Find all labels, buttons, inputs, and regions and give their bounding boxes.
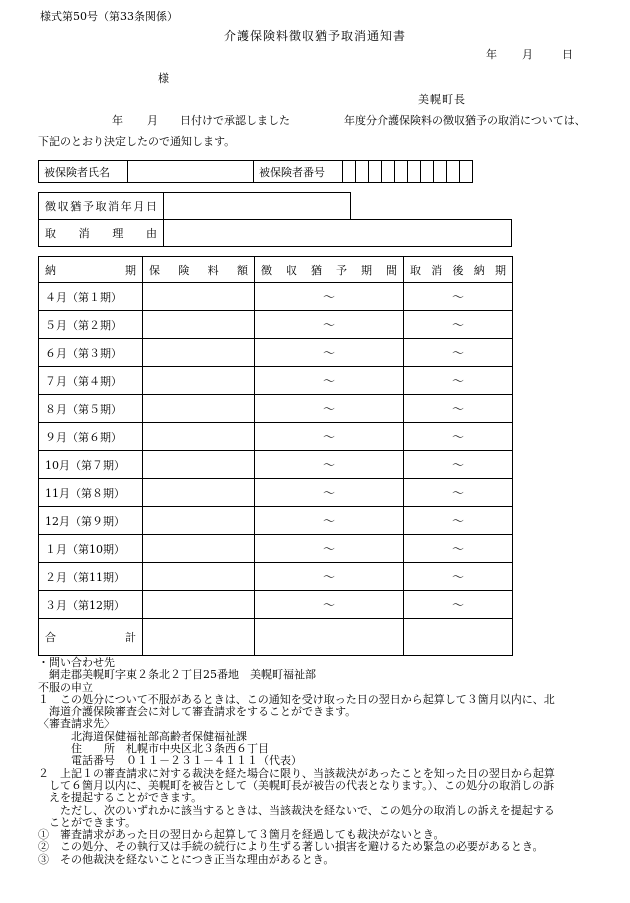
deferral-cell[interactable]: ～ [255, 283, 404, 311]
insured-number-digit[interactable] [460, 161, 473, 183]
period-cell: 10月（第７期） [39, 451, 143, 479]
table-row [39, 283, 513, 311]
notes-line: ２ 上記１の審査請求に対する裁決を経た場合に限り、当該裁決があったことを知った日の翌日から起算 [38, 766, 555, 780]
amount-cell[interactable] [143, 563, 255, 591]
total-after-due-cell [404, 619, 513, 656]
cancel-reason-label: 取 消 理 由 [39, 220, 164, 247]
notes-line: 不服の申立 [38, 680, 93, 694]
table-row [39, 311, 513, 339]
after-due-cell[interactable]: ～ [404, 367, 513, 395]
table-row [39, 591, 513, 619]
table-row [39, 339, 513, 367]
insured-number-digit[interactable] [408, 161, 421, 183]
period-cell: ６月（第３期） [39, 339, 143, 367]
table-row [39, 535, 513, 563]
table-row [39, 367, 513, 395]
header-after-cancel-due: 取 消 後 納 期 [404, 257, 513, 283]
notes-line: ② この処分、その執行又は手続の続行により生ずる著しい損害を避けるため緊急の必要があるとき。 [38, 840, 544, 854]
insured-number-digit[interactable] [447, 161, 460, 183]
deferral-cell[interactable]: ～ [255, 535, 404, 563]
header-deferral-period: 徴 収 猶 予 期 間 [255, 257, 404, 283]
deferral-cell[interactable]: ～ [255, 395, 404, 423]
notes-line: 網走郡美幌町字東２条北２丁目25番地 美幌町福祉部 [38, 668, 316, 682]
insured-number-label: 被保険者番号 [254, 161, 343, 183]
amount-cell[interactable] [143, 283, 255, 311]
amount-cell[interactable] [143, 535, 255, 563]
after-due-cell[interactable]: ～ [404, 451, 513, 479]
insured-name-field[interactable] [128, 161, 254, 183]
insured-number-digit[interactable] [356, 161, 369, 183]
after-due-cell[interactable]: ～ [404, 395, 513, 423]
table-row [39, 479, 513, 507]
payment-schedule-table [38, 256, 513, 656]
amount-cell[interactable] [143, 479, 255, 507]
notes-section [38, 657, 555, 866]
approval-text: 日付けで承認しました [180, 114, 290, 127]
period-cell: １月（第10期） [39, 535, 143, 563]
after-due-cell[interactable]: ～ [404, 423, 513, 451]
period-cell: ８月（第５期） [39, 395, 143, 423]
after-due-cell[interactable]: ～ [404, 507, 513, 535]
deferral-cell[interactable]: ～ [255, 311, 404, 339]
notes-line: して６箇月以内に、美幌町を被告として（美幌町長が被告の代表となります。）、この処分の取消しの訴 [38, 778, 555, 792]
amount-cell[interactable] [143, 339, 255, 367]
header-period: 納 期 [39, 257, 143, 283]
date-day-label: 日 [562, 48, 573, 61]
period-cell: ２月（第11期） [39, 563, 143, 591]
approval-month-label: 月 [147, 114, 158, 127]
deferral-cell[interactable]: ～ [255, 423, 404, 451]
insured-number-digit[interactable] [395, 161, 408, 183]
cancellation-table [38, 192, 512, 247]
amount-cell[interactable] [143, 395, 255, 423]
amount-cell[interactable] [143, 591, 255, 619]
table-row [39, 395, 513, 423]
after-due-cell[interactable]: ～ [404, 311, 513, 339]
table-row [39, 423, 513, 451]
table-row [39, 563, 513, 591]
notes-line: ことができます。 [38, 815, 137, 829]
insured-number-digit[interactable] [343, 161, 356, 183]
after-due-cell[interactable]: ～ [404, 591, 513, 619]
insured-info-table [38, 160, 473, 183]
notes-line: 〈審査請求先〉 [38, 717, 115, 731]
after-due-cell[interactable]: ～ [404, 479, 513, 507]
period-cell: 11月（第８期） [39, 479, 143, 507]
cancel-date-field[interactable] [164, 193, 351, 220]
notes-line: 住 所 札幌市中央区北３条西６丁目 [38, 742, 269, 756]
deferral-cell[interactable]: ～ [255, 479, 404, 507]
notes-line: 海道介護保険審査会に対して審査請求をすることができます。 [38, 705, 357, 719]
amount-cell[interactable] [143, 451, 255, 479]
amount-cell[interactable] [143, 367, 255, 395]
total-row [39, 619, 513, 656]
period-cell: ３月（第12期） [39, 591, 143, 619]
amount-cell[interactable] [143, 507, 255, 535]
table-row [39, 507, 513, 535]
notes-line: 電話番号 ０１１－２３１－４１１１（代表） [38, 754, 302, 768]
notes-line: ① 審査請求があった日の翌日から起算して３箇月を経過しても裁決がないとき。 [38, 828, 445, 842]
insured-number-digit[interactable] [434, 161, 447, 183]
addressee-suffix: 様 [158, 72, 169, 85]
deferral-cell[interactable]: ～ [255, 451, 404, 479]
notes-line: 北海道保健福祉部高齢者保健福祉課 [38, 729, 247, 743]
date-year-label: 年 [486, 48, 497, 61]
after-due-cell[interactable]: ～ [404, 339, 513, 367]
cancel-date-label: 徴 収 猶 予 取 消 年 月 日 [39, 193, 164, 220]
after-due-cell[interactable]: ～ [404, 535, 513, 563]
insured-number-digit[interactable] [382, 161, 395, 183]
deferral-cell[interactable]: ～ [255, 367, 404, 395]
period-cell: ９月（第６期） [39, 423, 143, 451]
header-amount: 保 険 料 額 [143, 257, 255, 283]
period-cell: ７月（第４期） [39, 367, 143, 395]
period-cell: ４月（第１期） [39, 283, 143, 311]
total-label: 合 計 [39, 619, 143, 656]
table-row [39, 451, 513, 479]
amount-cell[interactable] [143, 423, 255, 451]
after-due-cell[interactable]: ～ [404, 283, 513, 311]
notes-line: ③ その他裁決を経ないことにつき正当な理由があるとき。 [38, 852, 335, 866]
total-deferral-cell [255, 619, 404, 656]
issuer-name: 美幌町長 [418, 93, 466, 106]
period-cell: 12月（第９期） [39, 507, 143, 535]
notes-line: えを提起することができます。 [38, 791, 203, 805]
deferral-cell[interactable]: ～ [255, 507, 404, 535]
cancel-reason-field[interactable] [164, 220, 512, 247]
total-amount-cell[interactable] [143, 619, 255, 656]
notes-line: ただし、次のいずれかに該当するときは、当該裁決を経ないで、この処分の取消しの訴えを提起する [38, 803, 555, 817]
after-due-cell[interactable]: ～ [404, 563, 513, 591]
insured-name-label: 被保険者氏名 [39, 161, 128, 183]
amount-cell[interactable] [143, 311, 255, 339]
deferral-cell[interactable]: ～ [255, 563, 404, 591]
document-title: 介護保険料徴収猶予取消通知書 [223, 29, 406, 43]
period-cell: ５月（第２期） [39, 311, 143, 339]
insured-number-digit[interactable] [421, 161, 434, 183]
approval-year-label: 年 [112, 114, 123, 127]
deferral-cell[interactable]: ～ [255, 591, 404, 619]
insured-number-digit[interactable] [369, 161, 382, 183]
decision-text: 下記のとおり決定したので通知します。 [38, 135, 236, 148]
deferral-cell[interactable]: ～ [255, 339, 404, 367]
notes-line: １ この処分について不服があるときは、この通知を受け取った日の翌日から起算して３箇月以内に、北 [38, 692, 555, 706]
fiscal-year-text: 年度分介護保険料の徴収猶予の取消については、 [344, 114, 586, 127]
notes-line: ・問い合わせ先 [38, 656, 115, 669]
form-number: 様式第50号（第33条関係） [40, 10, 178, 23]
date-month-label: 月 [522, 48, 533, 61]
